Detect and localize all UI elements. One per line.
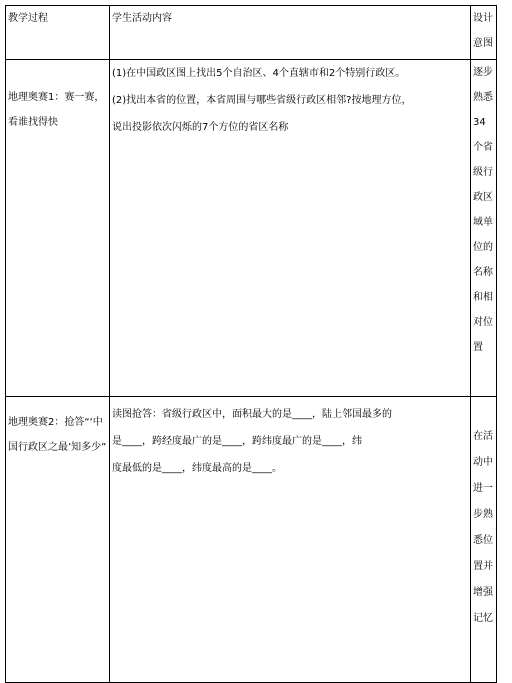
- table-row: [6, 397, 497, 683]
- row2-activities: [110, 397, 471, 683]
- row2-activity-line: 度最低的是____，纬度最高的是____。: [112, 463, 282, 474]
- row2-activity-line: 是____，跨经度最广的是____，跨纬度最广的是____，纬: [112, 436, 362, 447]
- header-intent: 设计意图: [471, 6, 497, 60]
- row1-activity-line: (1)在中国政区图上找出5个自治区、4个直辖市和2个特别行政区。: [112, 68, 406, 79]
- row1-process: 地理奥赛1：赛一赛，看谁找得快: [6, 60, 110, 397]
- row2-intent: 在活动中进一步熟悉位置并增强记忆: [471, 397, 497, 683]
- table-row: [6, 60, 497, 397]
- row1-activity-line: (2)找出本省的位置，本省周围与哪些省级行政区相邻?按地理方位，: [112, 95, 412, 106]
- lesson-table: [5, 5, 497, 683]
- row1-intent: 逐步熟悉34个省级行政区域单位的名称和相对位置: [471, 60, 497, 397]
- row1-activities: [110, 60, 471, 397]
- header-activities: 学生活动内容: [110, 6, 471, 60]
- table-header-row: [6, 6, 497, 60]
- row2-process: 地理奥赛2：抢答“‘中国行政区之最’知多少”: [6, 397, 110, 683]
- row1-activity-line: 说出投影依次闪烁的7个方位的省区名称: [112, 122, 289, 133]
- header-process: 教学过程: [6, 6, 110, 60]
- row2-activity-line: 读图抢答：省级行政区中，面积最大的是____，陆上邻国最多的: [112, 409, 392, 420]
